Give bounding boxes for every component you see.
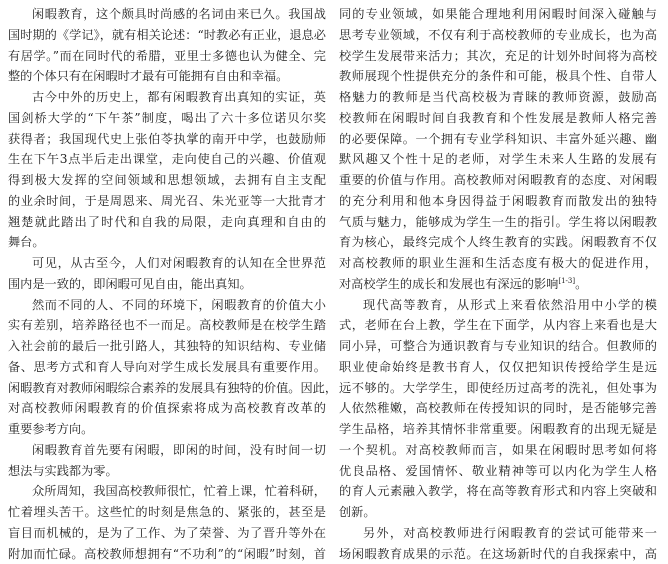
text-line [339,149,657,170]
text-line [8,523,326,544]
text-line [339,253,657,274]
text-line [8,87,326,108]
text-line [8,440,326,461]
line-text: 备、思考方式和育人导向对学生成长发展具有重要作用。 [8,360,326,374]
line-text: 同小异，可整合为通识教育与专业知识的结合。但教师的 [339,339,657,353]
text-line [8,544,326,564]
text-line [8,4,326,25]
line-text: 国时期的《学记》，就有相关论述：“时教必有正业，退息必 [8,28,326,42]
line-text: 校学生发展带来活力；其次，充足的计划外时间将为高校 [339,49,657,63]
text-line [8,336,326,357]
text-line [339,170,657,191]
text-line [8,274,326,295]
text-line [339,502,657,523]
text-line [339,440,657,461]
text-line [339,544,657,564]
text-line [339,191,657,212]
text-line [339,398,657,419]
text-line [8,481,326,502]
line-text: 对高校教师闲暇教育的价值探索将成为高校教育改革的 [8,401,326,415]
line-text: 气质与魅力，能够成为学生一生的指引。学生将以闲暇教 [339,215,657,229]
text-line [8,378,326,399]
line-text: 获得者；我国现代史上张伯苓执掌的南开中学，也鼓励师 [8,132,326,146]
line-text: 人依然稚嫩，高校教师在传授知识的同时，是否能够完善 [339,401,657,415]
line-text: 场闲暇教育成果的示范。在这场新时代的自我探索中，高 [339,547,657,561]
line-text: 闲暇教育，这个颇具时尚感的名词由来已久。我国战 [32,7,326,21]
text-line [8,191,326,212]
text-line [339,66,657,87]
line-text: 的充分利用和他本身因得益于闲暇教育而散发出的独特 [339,194,657,208]
text-line [339,315,657,336]
left-text-column [8,4,326,564]
text-line [339,4,657,25]
text-line [339,419,657,440]
text-line [339,274,657,295]
line-text: 思考专业领域，不仅有利于高校教师的专业成长，也为高 [339,28,657,42]
text-line [339,87,657,108]
line-text: 舞台。 [8,235,45,249]
line-text: 育为核心，最终完成个人终生教育的实践。闲暇教育不仅 [339,235,657,249]
line-text: 默风趣又个性十足的老师，对学生未来人生路的发展有 [339,152,657,166]
text-line [8,25,326,46]
line-text: 国剑桥大学的“下午茶”制度，喝出了六十多位诺贝尔奖 [8,111,326,125]
line-text: 同的专业领域，如果能合理地利用闲暇时间深入碰触与 [339,7,657,21]
text-line [339,357,657,378]
text-line [339,232,657,253]
line-text: 对高校学生的成长和发展也有深远的影响 [339,277,558,291]
line-text: 众所周知，我国高校教师很忙，忙着上课，忙着科研， [32,484,326,498]
line-text: 现代高等教育，从形式上来看依然沿用中小学的模 [363,298,657,312]
line-text: 学生品格，培养其情怀非常重要。闲暇教育的出现无疑是 [339,422,657,436]
line-punctuation: 。 [575,277,587,291]
text-line [8,419,326,440]
line-text: 另外，对高校教师进行闲暇教育的尝试可能带来一 [363,526,657,540]
line-text: 对高校教师的职业生涯和生活态度有极大的促进作用， [339,256,657,270]
line-text: 教师展现个性提供充分的条件和可能，极具个性、自带人 [339,69,657,83]
line-text: 的业余时间，于是周恩来、周光召、朱光亚等一大批青才 [8,194,326,208]
text-line [339,129,657,150]
line-text: 古今中外的历史上，都有闲暇教育出真知的实证，英 [32,90,326,104]
line-text: 可见，从古至今，人们对闲暇教育的认知在全世界范 [32,256,326,270]
text-line [8,212,326,233]
line-text: 一个契机。对高校教师而言，如果在闲暇时思考如何将 [339,443,657,457]
text-line [8,357,326,378]
text-line [8,502,326,523]
text-line [339,523,657,544]
line-text: 整的个体只有在闲暇时才最有可能拥有自由和幸福。 [8,69,288,83]
line-text: 职业使命始终是教书育人，仅仅把知识传授给学生是远 [339,360,657,374]
line-text: 入社会前的最后一批引路人，其独特的知识结构、专业储 [8,339,326,353]
line-text: 实有差别，培养路径也不一而足。高校教师是在校学生踏 [8,318,326,332]
line-text: 想法与实践都为零。 [8,464,118,478]
line-text: 重要的价值与作用。高校教师对闲暇教育的态度、对闲暇 [339,173,657,187]
line-text: 校教师在闲暇时间自我教育和个性发展是教师人格完善 [339,111,657,125]
text-line [8,66,326,87]
text-line [8,129,326,150]
text-line [339,295,657,316]
text-line [339,461,657,482]
text-line [8,295,326,316]
line-text: 创新。 [339,505,376,519]
line-text: 然而不同的人、不同的环境下，闲暇教育的价值大小 [32,298,326,312]
citation-marker: [1-3] [558,277,575,285]
line-text: 闲暇教育对教师闲暇综合素养的发展具有独特的价值。因此， [8,381,337,395]
line-text: 优良品格、爱国情怀、敬业精神等可以内化为学生人格 [339,464,657,478]
text-line [339,212,657,233]
text-line [339,108,657,129]
line-text: 忙着埋头苦干。这些忙的时刻是焦急的、紧张的，甚至是 [8,505,326,519]
text-line [339,46,657,67]
text-line [8,108,326,129]
text-line [339,336,657,357]
line-text: 重要参考方向。 [8,422,93,436]
line-text: 闲暇教育首先要有闲暇，即闲的时间，没有时间一切 [32,443,326,457]
text-line [8,461,326,482]
text-line [8,253,326,274]
line-text: 得到极大发挥的空间领域和思想领域，去拥有自主支配 [8,173,326,187]
right-text-column [339,4,657,564]
text-line [8,149,326,170]
line-text: 生在下午3点半后走出课堂，走向使自己的兴趣、价值观 [8,152,326,166]
line-text: 的必要保障。一个拥有专业学科知识、丰富外延兴趣、幽 [339,132,657,146]
line-text: 围内是一致的，即闲暇可见自由，能出真知。 [8,277,252,291]
text-line [8,232,326,253]
line-text: 式，老师在台上教，学生在下面学，从内容上来看也是大 [339,318,657,332]
line-text: 翘楚就此踏出了时代和自我的局限，走向真理和自由的 [8,215,326,229]
line-text: 有居学。”而在同时代的希腊，亚里士多德也认为健全、完 [8,49,326,63]
text-line [8,315,326,336]
line-text: 格魅力的教师是当代高校极为青睐的教师资源，鼓励高 [339,90,657,104]
text-line [339,481,657,502]
text-line [8,46,326,67]
text-line [8,170,326,191]
line-text: 盲目而机械的，是为了工作、为了荣誉、为了晋升等外在 [8,526,326,540]
line-text: 附加而忙碌。高校教师想拥有“不功利”的“闲暇”时刻，首 [8,547,326,561]
text-line [339,25,657,46]
line-text: 的育人元素融入教学，将在高等教育形式和内容上突破和 [339,484,657,498]
text-line [339,378,657,399]
text-line [8,398,326,419]
line-text: 远不够的。大学学生，即使经历过高考的洗礼，但处事为 [339,381,657,395]
